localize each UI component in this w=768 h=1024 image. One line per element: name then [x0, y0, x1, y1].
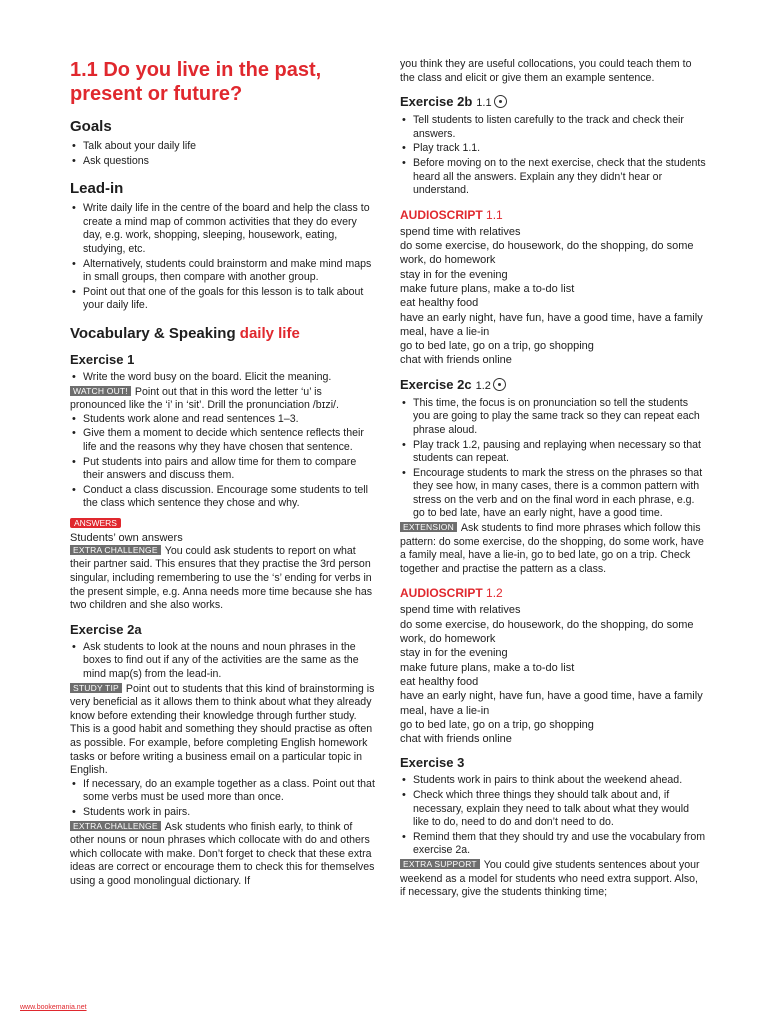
extra-challenge-note: [70, 545, 376, 613]
audioscript-line: stay in for the evening: [400, 268, 508, 281]
track-number: 1.1: [476, 97, 492, 110]
audioscript-2-body: [400, 603, 706, 746]
list-item: • Conduct a class discussion. Encourage some students to tell the class which sentence they chose and why.: [70, 484, 376, 511]
list-item: • Remind them that they should try and use the vocabulary from exercise 2a.: [400, 831, 706, 858]
vocab-heading-topic: daily life: [239, 324, 300, 342]
exercise-3-heading: Exercise 3: [400, 755, 465, 771]
extra-support-note: [400, 859, 706, 900]
goals-list: [70, 140, 376, 168]
list-item: • Students work in pairs.: [70, 806, 376, 820]
exercise-2a-heading: Exercise 2a: [70, 621, 142, 637]
audioscript-line: spend time with relatives: [400, 604, 521, 617]
left-column: [70, 58, 376, 889]
list-item: • Talk about your daily life: [70, 140, 376, 154]
goals-heading: Goals: [70, 118, 112, 135]
list-item: • Put students into pairs and allow time for them to compare their answers and discuss them.: [70, 456, 376, 483]
study-tip-note: [70, 683, 376, 778]
extension-text: Ask students to find more phrases which follow this pattern: do some exercise, do the shopping, do some work, have a family meal, have a lie-in, go to bed late, go on a trip. Check together and practise the pattern as a class.: [400, 522, 704, 575]
continuation-text: you think they are useful collocations, you could teach them to the class and elicit or give them an example sentence.: [400, 58, 692, 84]
exercise-2a-list-a: [70, 641, 376, 682]
audioscript-1-number: 1.1: [486, 207, 503, 222]
vocab-heading: [70, 325, 376, 343]
list-item: • Tell students to listen carefully to the track and check their answers.: [400, 114, 706, 141]
list-item: • Alternatively, students could brainstorm and make mind maps in small groups, then compare with another group.: [70, 258, 376, 285]
audioscript-line: go to bed late, go on a trip, go shopping: [400, 718, 594, 731]
exercise-2b-title: Exercise 2b: [400, 94, 473, 110]
list-item: • Point out that one of the goals for this lesson is to talk about your daily life.: [70, 286, 376, 313]
audioscript-line: go to bed late, go on a trip, go shopping: [400, 340, 594, 353]
watch-out-note: [70, 386, 376, 413]
audioscript-line: stay in for the evening: [400, 647, 508, 660]
exercise-1-list-a: [70, 371, 376, 385]
list-item: • Students work in pairs to think about the weekend ahead.: [400, 774, 706, 788]
list-item: • If necessary, do an example together as a class. Point out that some verbs must be used more than once.: [70, 778, 376, 805]
watch-out-text: Point out that in this word the letter ‘u’ is pronounced like the ‘i’ in ‘sit’. Drill the pronunciation /bɪzi/.: [70, 385, 339, 412]
exercise-2c-list: [400, 397, 706, 521]
track-number: 1.2: [475, 379, 491, 392]
audioscript-2-label: AUDIOSCRIPT: [400, 586, 483, 601]
extra-challenge-2-tag: EXTRA CHALLENGE: [70, 821, 161, 831]
audioscript-1-label: AUDIOSCRIPT: [400, 207, 483, 222]
audioscript-line: make future plans, make a to-do list: [400, 282, 575, 295]
exercise-2c-title: Exercise 2c: [400, 376, 472, 392]
extra-challenge-tag: EXTRA CHALLENGE: [70, 545, 161, 555]
audioscript-1-heading: [400, 208, 706, 223]
page-title: 1.1 Do you live in the past, present or future?: [70, 59, 322, 105]
audioscript-line: eat healthy food: [400, 297, 479, 310]
extra-support-tag: EXTRA SUPPORT: [400, 859, 480, 869]
exercise-2b-heading: [400, 94, 706, 111]
audioscript-line: have an early night, have fun, have a good time, have a family meal, have a lie-in: [400, 311, 703, 338]
exercise-2c-heading: [400, 377, 706, 394]
audioscript-line: have an early night, have fun, have a good time, have a family meal, have a lie-in: [400, 690, 703, 717]
leadin-list: [70, 202, 376, 313]
extra-challenge-text: You could ask students to report on what their partner said. This ensures that they practise the 3rd person singular, including remembering to use the ‘s’ ending for verbs in the present simple, e.g. Anna needs more time because she has two children and she also works.: [70, 544, 373, 612]
list-item: • Play track 1.1.: [400, 142, 706, 156]
audioscript-2-number: 1.2: [486, 586, 503, 601]
audioscript-line: eat healthy food: [400, 675, 479, 688]
audioscript-line: chat with friends online: [400, 354, 512, 367]
list-item: • Give them a moment to decide which sentence reflects their life and the reasons why they have chosen that sentence.: [70, 427, 376, 454]
leadin-heading: Lead-in: [70, 180, 124, 198]
extension-note: [400, 522, 706, 576]
right-column: [400, 58, 706, 900]
audioscript-line: spend time with relatives: [400, 225, 521, 238]
audioscript-line: do some exercise, do housework, do the shopping, do some work, do homework: [400, 240, 694, 267]
audioscript-line: do some exercise, do housework, do the shopping, do some work, do homework: [400, 618, 694, 646]
list-item: • This time, the focus is on pronunciation so tell the students you are going to play the same track so they can repeat each phrase aloud.: [400, 397, 706, 438]
list-item: • Students work alone and read sentences 1–3.: [70, 413, 376, 427]
list-item: • Check which three things they should talk about and, if necessary, explain they need to talk about what they would like to do, need to do and don’t need to do.: [400, 789, 706, 830]
footer-link[interactable]: www.bookemania.net: [20, 1004, 87, 1011]
extra-challenge-2-note: [70, 821, 376, 889]
audio-cd-icon: [493, 378, 506, 391]
audio-cd-icon: [494, 95, 507, 108]
audioscript-2-heading: [400, 586, 706, 601]
exercise-1-heading: Exercise 1: [70, 351, 135, 367]
list-item: • Ask students to look at the nouns and noun phrases in the boxes to find out if any of the activities are the same as the mind map(s) from the lead-in.: [70, 641, 376, 682]
extra-challenge-2-text: Ask students who finish early, to think of other nouns or noun phrases which collocate with do and others which collocate with make. Don’t forget to check that these extra ideas are correct or encourage them to check this for themselves using a good monolingual dictionary. If: [70, 820, 375, 887]
list-item: • Before moving on to the next exercise, check that the students heard all the answers. Explain any they didn’t hear or understand.: [400, 157, 706, 198]
exercise-3-list: [400, 774, 706, 858]
extra-support-text: You could give students sentences about your weekend as a model for students who need extra support. Also, if necessary, give the students thinking time;: [400, 858, 700, 899]
vocab-heading-text: Vocabulary & Speaking: [70, 324, 236, 342]
list-item: • Play track 1.2, pausing and replaying when necessary so that students can repeat.: [400, 439, 706, 466]
study-tip-text: Point out to students that this kind of brainstorming is very beneficial as it allows them to think about what they already know before extending their knowledge through further study. This is a good habit and something they should practise as often as possible. For example, before completing English homework tasks or before writing a business email on a particular topic in English.: [70, 682, 375, 777]
list-item: • Encourage students to mark the stress on the phrases so that they see how, in many cases, there is a common pattern with stress on the verb and on the final word in each phrase, e.g. go to bed late, have an early night, have a good time.: [400, 467, 706, 521]
exercise-2b-list: [400, 114, 706, 198]
exercise-1-list-b: [70, 413, 376, 511]
watch-out-tag: WATCH OUT!: [70, 386, 131, 396]
extension-tag: EXTENSION: [400, 522, 457, 532]
audioscript-line: chat with friends online: [400, 733, 512, 746]
answers-tag: ANSWERS: [70, 518, 121, 528]
list-item: • Write daily life in the centre of the board and help the class to create a mind map of common activities that they do every day, e.g. work, shopping, sleeping, housework, eating, studying, etc.: [70, 202, 376, 256]
audioscript-1-body: [400, 225, 706, 368]
exercise-2a-list-b: [70, 778, 376, 820]
list-item: • Write the word busy on the board. Elicit the meaning.: [70, 371, 376, 385]
audioscript-line: make future plans, make a to-do list: [400, 661, 575, 674]
study-tip-tag: STUDY TIP: [70, 683, 122, 693]
list-item: • Ask questions: [70, 155, 376, 169]
answers-text: Students’ own answers: [70, 531, 183, 544]
